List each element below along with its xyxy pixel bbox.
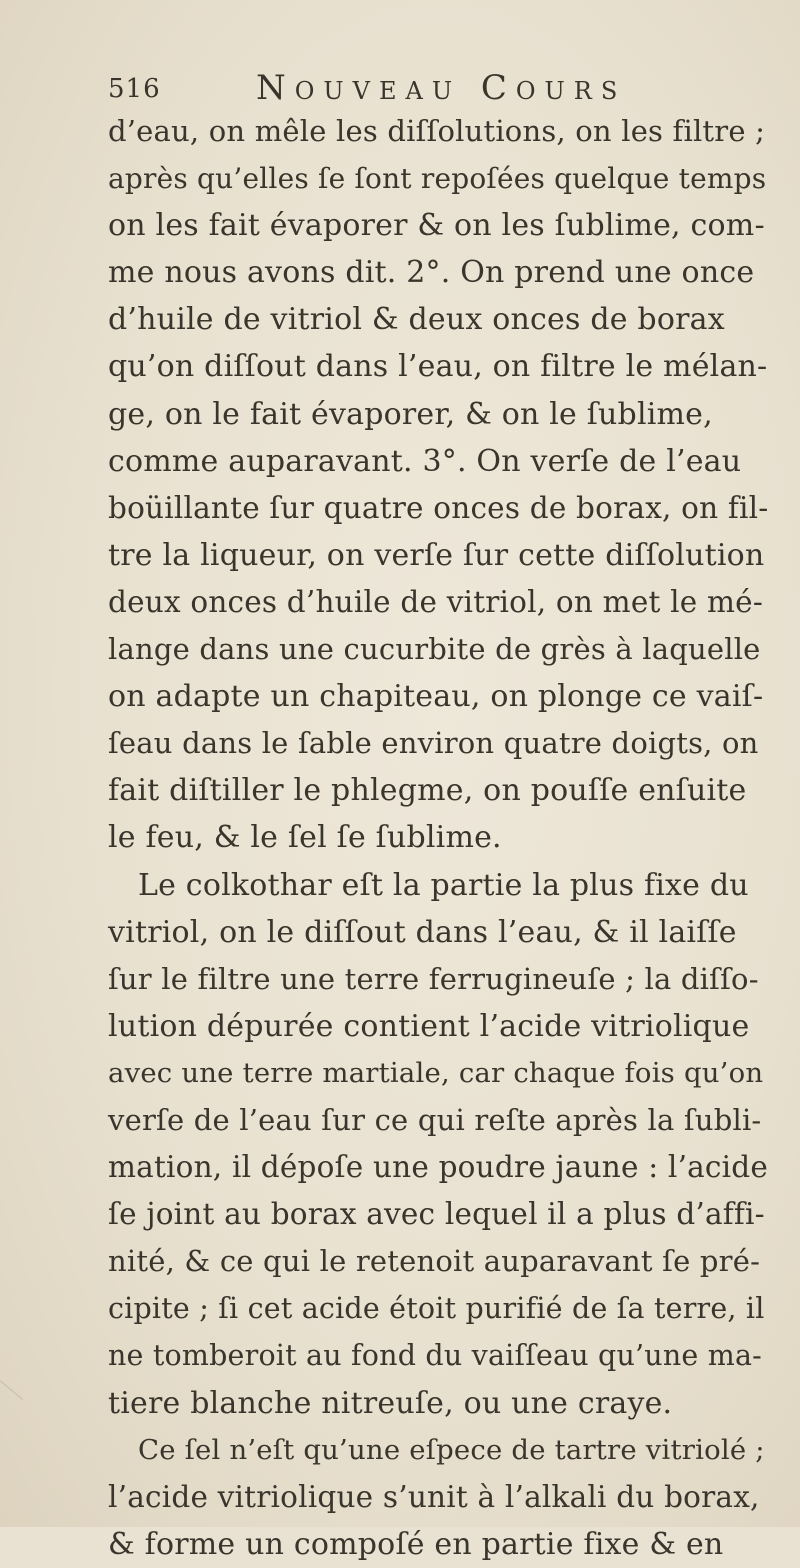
text-line: d’eau, on mêle les diſſolutions, on les filtre ; <box>108 114 766 148</box>
text-line: on les fait évaporer & on les ſublime, com- <box>108 208 765 244</box>
text-line: boüillante ſur quatre onces de borax, on fil- <box>108 490 769 525</box>
text-line: me nous avons dit. 2°. On prend une once <box>108 255 755 291</box>
text-line: ſe joint au borax avec lequel il a plus d’affi- <box>108 1197 765 1232</box>
running-head: Nouveau Cours <box>256 68 627 108</box>
text-line: d’huile de vitriol & deux onces de borax <box>108 302 725 338</box>
page-header <box>108 68 748 112</box>
text-line: l’acide vitriolique s’unit à l’alkali du borax, <box>108 1479 760 1514</box>
text-line: nité, & ce qui le retenoit auparavant ſe pré- <box>108 1244 761 1279</box>
text-line: lution dépurée contient l’acide vitriolique <box>108 1008 750 1044</box>
text-line: qu’on diſſout dans l’eau, on filtre le mélan- <box>108 349 768 385</box>
text-line: ſeau dans le ſable environ quatre doigts, on <box>108 726 759 761</box>
text-line: ge, on le fait évaporer, & on le ſublime, <box>108 396 713 432</box>
text-line: ne tomberoit au fond du vaiſſeau qu’une ma- <box>108 1339 762 1373</box>
text-line: tiere blanche nitreuſe, ou une craye. <box>108 1385 673 1421</box>
body-text <box>108 108 768 1568</box>
text-line: & forme un compoſé en partie fixe & en <box>108 1526 724 1562</box>
text-line: Le colkothar eſt la partie la plus fixe du <box>138 867 749 903</box>
text-line: mation, il dépoſe une poudre jaune : l’acide <box>108 1150 769 1185</box>
text-line: lange dans une cucurbite de grès à laquelle <box>108 632 761 667</box>
page-number: 516 <box>108 74 161 104</box>
text-line: tre la liqueur, on verſe ſur cette diſſolution <box>108 537 765 573</box>
text-line: avec une terre martiale, car chaque fois qu’on <box>108 1056 764 1089</box>
text-line: vitriol, on le diſſout dans l’eau, & il laiſſe <box>108 914 737 950</box>
paper-crease <box>0 1380 23 1477</box>
text-line: fait diſtiller le phlegme, on pouſſe enſuite <box>108 773 747 809</box>
text-line: comme auparavant. 3°. On verſe de l’eau <box>108 443 742 479</box>
text-line: ſur le filtre une terre ferrugineuſe ; la diſſo- <box>108 961 759 996</box>
text-line: cipite ; ſi cet acide étoit purifié de ſa terre, il <box>108 1292 765 1326</box>
text-line: après qu’elles ſe ſont repoſées quelque temps <box>108 162 767 196</box>
text-line: deux onces d’huile de vitriol, on met le mé- <box>108 584 764 619</box>
text-line: le feu, & le ſel ſe ſublime. <box>108 820 502 856</box>
text-line: Ce ſel n’eſt qu’une eſpece de tartre vitriolé ; <box>138 1433 765 1466</box>
text-line: verſe de l’eau ſur ce qui reſte après la ſubli- <box>108 1102 762 1137</box>
text-line: on adapte un chapiteau, on plonge ce vaiſ- <box>108 679 764 715</box>
